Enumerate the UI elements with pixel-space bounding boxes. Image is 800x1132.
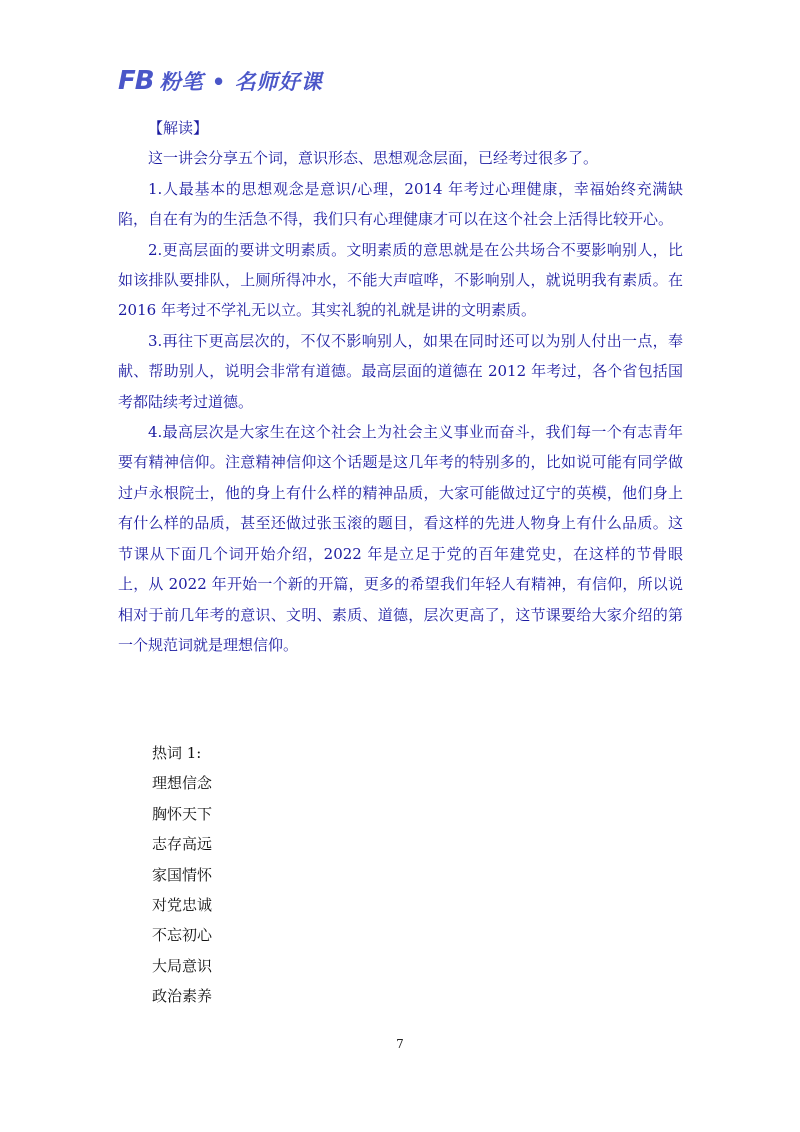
hot-words-title: 热词 1: (152, 744, 202, 762)
hot-word-item: 志存高远 (152, 835, 213, 854)
brand-logo (118, 64, 323, 98)
paragraph-2: 2.更高层面的要讲文明素质。文明素质的意思就是在公共场合不要影响别人，比如该排队要排队，上厕所得冲水，不能大声喧哗，不影响别人，就说明我有素质。在 2016 年考过不学礼无以立。其实礼貌的礼就是讲的文明素质。 (118, 240, 683, 320)
paragraph-1: 1.人最基本的思想观念是意识/心理，2014 年考过心理健康，幸福始终充满缺陷，自在有为的生活急不得，我们只有心理健康才可以在这个社会上活得比较开心。 (118, 179, 683, 229)
section-heading: 【解读】 (148, 119, 209, 137)
hot-word-item: 不忘初心 (152, 926, 213, 945)
logo-mark-icon: FB (118, 66, 154, 96)
hot-word-item: 对党忠诚 (152, 896, 213, 915)
logo-text: 粉笔 • 名师好课 (159, 70, 323, 94)
page-number: 7 (396, 1037, 404, 1051)
hot-word-item: 理想信念 (152, 774, 213, 793)
paragraph-intro: 这一讲会分享五个词，意识形态、思想观念层面，已经考过很多了。 (148, 149, 599, 168)
hot-word-item: 大局意识 (152, 956, 213, 975)
hot-word-item: 家国情怀 (152, 865, 213, 884)
hot-word-item: 政治素养 (152, 987, 213, 1006)
paragraph-4: 4.最高层次是大家生在这个社会上为社会主义事业而奋斗，我们每一个有志青年要有精神信仰。注意精神信仰这个话题是这几年考的特别多的，比如说可能有同学做过卢永根院士，他的身上有什么样的精神品质，大家可能做过辽宁的英模，他们身上有什么样的品质，甚至还做过张玉滚的题目，看这样的先进人物身上有什么品质。这节课从下面几个词开始介绍，2022 年是立足于党的百年建党史，在这样的节骨眼上，从 2022 年开始一个新的开篇，更多的希望我们年轻人有精神，有信仰，所以说相对于前几年考的意识、文明、素质、道德，层次更高了，这节课要给大家介绍的第一个规范词就是理想信仰。 (118, 423, 683, 654)
hot-words-list (152, 738, 212, 1012)
interpretation-section (118, 113, 683, 660)
hot-word-item: 胸怀天下 (152, 804, 213, 823)
paragraph-3: 3.再往下更高层次的，不仅不影响别人，如果在同时还可以为别人付出一点，奉献、帮助别人，说明会非常有道德。最高层面的道德在 2012 年考过，各个省包括国考都陆续考过道德。 (118, 331, 683, 411)
